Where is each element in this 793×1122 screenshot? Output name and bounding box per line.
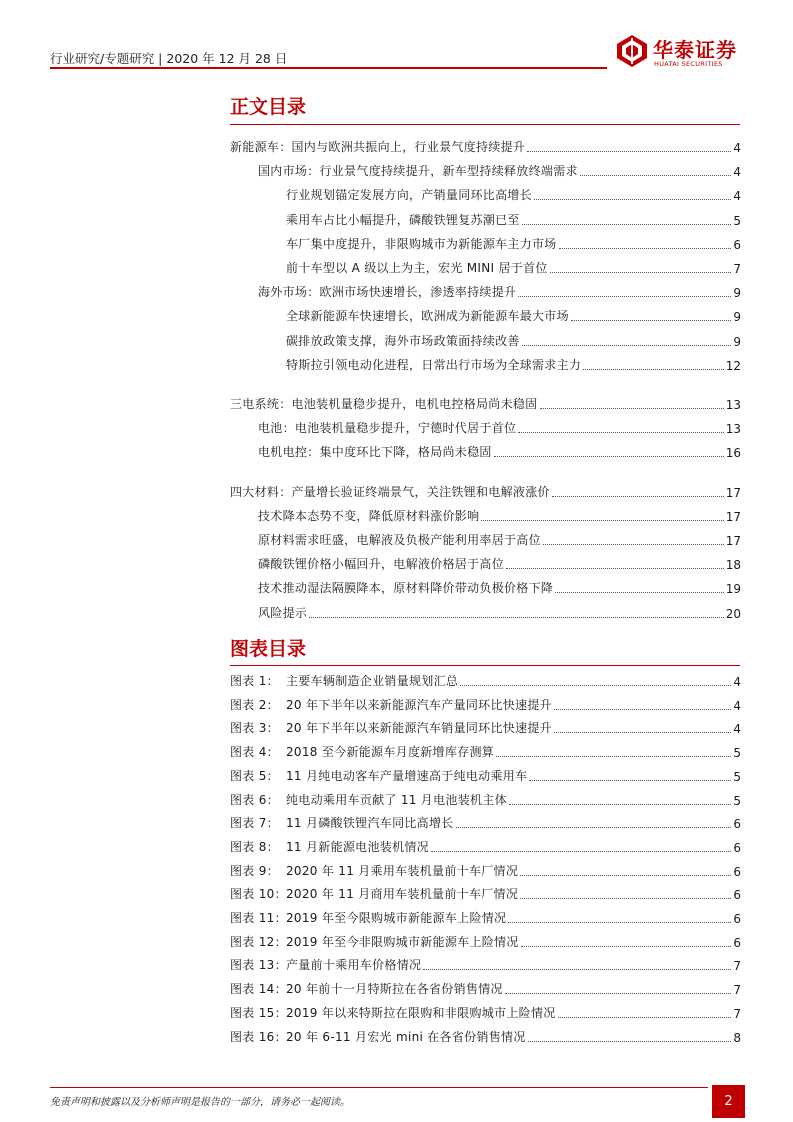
toc-entry-page: 13: [725, 398, 741, 412]
toc-entry-text: 风险提示: [258, 606, 308, 620]
figure-entry-text: 产量前十乘用车价格情况: [286, 958, 422, 972]
toc-entry[interactable]: [258, 507, 741, 524]
figure-entry-text: 20 年下半年以来新能源汽车产量同环比快速提升: [286, 698, 552, 712]
toc-leader-dots: [481, 519, 723, 521]
figure-entry-page: 7: [733, 983, 741, 997]
figure-leader-dots: [529, 779, 731, 781]
toc-title: 正文目录: [230, 96, 307, 118]
figure-entry[interactable]: [230, 719, 741, 736]
figure-entry-label: 图表 15：: [230, 1006, 287, 1020]
figure-entry[interactable]: [230, 1004, 741, 1021]
toc-entry[interactable]: [230, 483, 741, 500]
figure-entry-page: 4: [733, 675, 741, 689]
toc-entry-text: 电池：电池装机量稳步提升，宁德时代居于首位: [258, 421, 517, 435]
toc-entry[interactable]: [258, 283, 741, 300]
toc-entry-text: 前十车型以 A 级以上为主，宏光 MINI 居于首位: [286, 261, 548, 275]
figure-entry[interactable]: [230, 956, 741, 973]
toc-leader-dots: [552, 495, 724, 497]
figures-title-rule: [230, 665, 740, 666]
figure-entry-label: 图表 9：: [230, 864, 279, 878]
figure-entry-text: 2018 至今新能源车月度新增库存测算: [286, 745, 495, 759]
figure-entry-page: 4: [733, 722, 741, 736]
toc-leader-dots: [494, 455, 724, 457]
toc-leader-dots: [571, 319, 731, 321]
toc-entry[interactable]: [286, 356, 741, 373]
toc-leader-dots: [518, 431, 723, 433]
figure-entry-text: 11 月纯电动客车产量增速高于纯电动乘用车: [286, 769, 528, 783]
toc-entry-page: 19: [725, 582, 741, 596]
figure-leader-dots: [509, 803, 731, 805]
figure-leader-dots: [528, 1040, 731, 1042]
toc-entry-text: 碳排放政策支撑，海外市场政策面持续改善: [286, 334, 520, 348]
figure-entry-text: 20 年 6-11 月宏光 mini 在各省份销售情况: [286, 1030, 526, 1044]
figure-entry-page: 7: [733, 959, 741, 973]
toc-entry[interactable]: [286, 307, 741, 324]
figure-entry-label: 图表 7：: [230, 816, 279, 830]
toc-entry[interactable]: [258, 531, 741, 548]
toc-entry-page: 6: [733, 238, 741, 252]
figure-entry[interactable]: [230, 1028, 741, 1045]
figure-entry-label: 图表 6：: [230, 793, 279, 807]
figure-leader-dots: [520, 874, 731, 876]
toc-entry-text: 新能源车：国内与欧洲共振向上，行业景气度持续提升: [230, 140, 526, 154]
toc-entry-text: 技术推动湿法隔膜降本，原材料降价带动负极价格下降: [258, 581, 554, 595]
toc-entry[interactable]: [258, 555, 741, 572]
page-number: 2: [712, 1085, 745, 1118]
toc-leader-dots: [534, 198, 731, 200]
figure-entry-text: 纯电动乘用车贡献了 11 月电池装机主体: [286, 793, 507, 807]
figure-entry-text: 主要车辆制造企业销量规划汇总: [286, 674, 459, 688]
toc-entry[interactable]: [230, 138, 741, 155]
toc-entry[interactable]: [286, 186, 741, 203]
toc-entry-page: 16: [725, 446, 741, 460]
toc-entry-page: 17: [725, 534, 741, 548]
toc-entry[interactable]: [258, 443, 741, 460]
figure-entry[interactable]: [230, 885, 741, 902]
toc-entry-text: 乘用车占比小幅提升，磷酸铁锂复苏潮已至: [286, 213, 520, 227]
figure-entry-text: 2019 年至今非限购城市新能源车上险情况: [286, 935, 519, 949]
toc-entry-text: 特斯拉引领电动化进程，日常出行市场为全球需求主力: [286, 358, 582, 372]
figure-entry-page: 6: [733, 912, 741, 926]
toc-entry-page: 4: [733, 165, 741, 179]
figure-leader-dots: [423, 968, 731, 970]
toc-entry-text: 原材料需求旺盛，电解液及负极产能利用率居于高位: [258, 533, 541, 547]
figure-entry-page: 7: [733, 1007, 741, 1021]
figure-entry-page: 6: [733, 888, 741, 902]
toc-leader-dots: [527, 150, 731, 152]
toc-entry-text: 行业规划锚定发展方向，产销量同环比高增长: [286, 188, 533, 202]
figure-entry-label: 图表 14：: [230, 982, 287, 996]
toc-entry-text: 电机电控：集中度环比下降，格局尚未稳固: [258, 445, 492, 459]
figure-entry[interactable]: [230, 791, 741, 808]
toc-entry-page: 4: [733, 189, 741, 203]
figure-entry-page: 6: [733, 817, 741, 831]
toc-entry[interactable]: [258, 604, 741, 621]
figure-entry-text: 20 年下半年以来新能源汽车销量同环比快速提升: [286, 721, 552, 735]
figure-leader-dots: [508, 921, 731, 923]
toc-entry-text: 技术降本态势不变，降低原材料涨价影响: [258, 509, 480, 523]
footer-divider: [50, 1087, 708, 1088]
toc-leader-dots: [580, 174, 731, 176]
figure-leader-dots: [558, 1016, 731, 1018]
figure-entry-page: 5: [733, 746, 741, 760]
logo-text-cn: 华泰证券: [653, 38, 737, 62]
report-meta: 行业研究/专题研究 | 2020 年 12 月 28 日: [50, 51, 288, 66]
toc-entry[interactable]: [258, 579, 741, 596]
toc-entry-page: 20: [725, 607, 741, 621]
toc-entry-text: 国内市场：行业景气度持续提升，新车型持续释放终端需求: [258, 164, 578, 178]
figure-entry-label: 图表 13：: [230, 958, 287, 972]
toc-entry[interactable]: [286, 332, 741, 349]
toc-entry-page: 9: [733, 310, 741, 324]
toc-leader-dots: [506, 567, 724, 569]
toc-entry[interactable]: [230, 395, 741, 412]
figure-leader-dots: [431, 850, 731, 852]
figure-entry[interactable]: [230, 767, 741, 784]
figure-entry-page: 8: [733, 1031, 741, 1045]
figure-entry-text: 2020 年 11 月乘用车装机量前十车厂情况: [286, 864, 519, 878]
figures-title: 图表目录: [230, 638, 307, 660]
huatai-logo-icon: [617, 35, 647, 67]
toc-leader-dots: [540, 407, 724, 409]
toc-entry-text: 三电系统：电池装机量稳步提升，电机电控格局尚未稳固: [230, 397, 538, 411]
toc-entry-page: 5: [733, 214, 741, 228]
figure-leader-dots: [521, 945, 731, 947]
figure-entry-text: 2020 年 11 月商用车装机量前十车厂情况: [286, 887, 519, 901]
toc-entry[interactable]: [286, 211, 741, 228]
toc-entry-text: 车厂集中度提升，非限购城市为新能源车主力市场: [286, 237, 557, 251]
figure-entry-text: 11 月新能源电池装机情况: [286, 840, 429, 854]
toc-leader-dots: [543, 543, 724, 545]
figure-entry[interactable]: [230, 933, 741, 950]
figure-entry[interactable]: [230, 838, 741, 855]
toc-entry-page: 17: [725, 510, 741, 524]
figure-entry-page: 5: [733, 794, 741, 808]
disclaimer-note: 免责声明和披露以及分析师声明是报告的一部分，请务必一起阅读。: [50, 1097, 350, 1108]
figure-entry-text: 20 年前十一月特斯拉在各省份销售情况: [286, 982, 503, 996]
figure-leader-dots: [554, 731, 731, 733]
toc-entry[interactable]: [258, 419, 741, 436]
figure-leader-dots: [460, 684, 731, 686]
toc-leader-dots: [309, 616, 724, 618]
figure-leader-dots: [496, 755, 731, 757]
figure-entry-label: 图表 16：: [230, 1030, 287, 1044]
toc-entry-page: 18: [725, 558, 741, 572]
toc-entry-page: 7: [733, 262, 741, 276]
figure-entry-label: 图表 5：: [230, 769, 279, 783]
toc-entry-page: 9: [733, 335, 741, 349]
figure-entry-text: 2019 年至今限购城市新能源车上险情况: [286, 911, 507, 925]
figure-entry-label: 图表 4：: [230, 745, 279, 759]
figure-entry[interactable]: [230, 909, 741, 926]
figure-leader-dots: [520, 897, 731, 899]
figure-entry[interactable]: [230, 743, 741, 760]
toc-leader-dots: [518, 295, 731, 297]
toc-entry[interactable]: [258, 162, 741, 179]
logo-text-en: HUATAI SECURITIES: [654, 60, 723, 68]
figure-entry-label: 图表 2：: [230, 698, 279, 712]
toc-title-rule: [230, 124, 740, 125]
toc-entry-text: 全球新能源车快速增长，欧洲成为新能源车最大市场: [286, 309, 569, 323]
toc-leader-dots: [559, 247, 731, 249]
toc-entry-text: 海外市场：欧洲市场快速增长，渗透率持续提升: [258, 285, 517, 299]
figure-entry[interactable]: [230, 696, 741, 713]
figure-entry-label: 图表 8：: [230, 840, 279, 854]
figure-entry[interactable]: [230, 980, 741, 997]
toc-entry-page: 4: [733, 141, 741, 155]
figure-entry[interactable]: [230, 862, 741, 879]
toc-entry-page: 12: [725, 359, 741, 373]
figure-leader-dots: [505, 992, 731, 994]
toc-entry-page: 13: [725, 422, 741, 436]
figure-entry[interactable]: [230, 814, 741, 831]
toc-entry[interactable]: [286, 259, 741, 276]
figure-entry-page: 6: [733, 865, 741, 879]
toc-leader-dots: [550, 271, 731, 273]
toc-entry[interactable]: [286, 235, 741, 252]
figure-entry[interactable]: [230, 672, 741, 689]
toc-entry-text: 磷酸铁锂价格小幅回升，电解液价格居于高位: [258, 557, 505, 571]
toc-leader-dots: [583, 368, 724, 370]
toc-entry-page: 9: [733, 286, 741, 300]
figure-entry-page: 6: [733, 936, 741, 950]
figure-entry-label: 图表 3：: [230, 721, 279, 735]
figure-entry-label: 图表 1：: [230, 674, 279, 688]
huatai-logo: [617, 33, 747, 73]
figure-entry-label: 图表 11：: [230, 911, 287, 925]
figure-entry-label: 图表 12：: [230, 935, 287, 949]
toc-entry-page: 17: [725, 486, 741, 500]
figure-entry-page: 5: [733, 770, 741, 784]
figure-entry-page: 6: [733, 841, 741, 855]
toc-entry-text: 四大材料：产量增长验证终端景气，关注铁锂和电解液涨价: [230, 485, 550, 499]
figure-entry-text: 2019 年以来特斯拉在限购和非限购城市上险情况: [286, 1006, 556, 1020]
figure-entry-page: 4: [733, 699, 741, 713]
figure-leader-dots: [456, 826, 731, 828]
header-divider: [50, 67, 607, 69]
figure-entry-text: 11 月磷酸铁锂汽车同比高增长: [286, 816, 454, 830]
toc-leader-dots: [555, 591, 724, 593]
toc-leader-dots: [522, 223, 731, 225]
figure-entry-label: 图表 10：: [230, 887, 287, 901]
figure-leader-dots: [554, 708, 731, 710]
toc-leader-dots: [522, 344, 731, 346]
